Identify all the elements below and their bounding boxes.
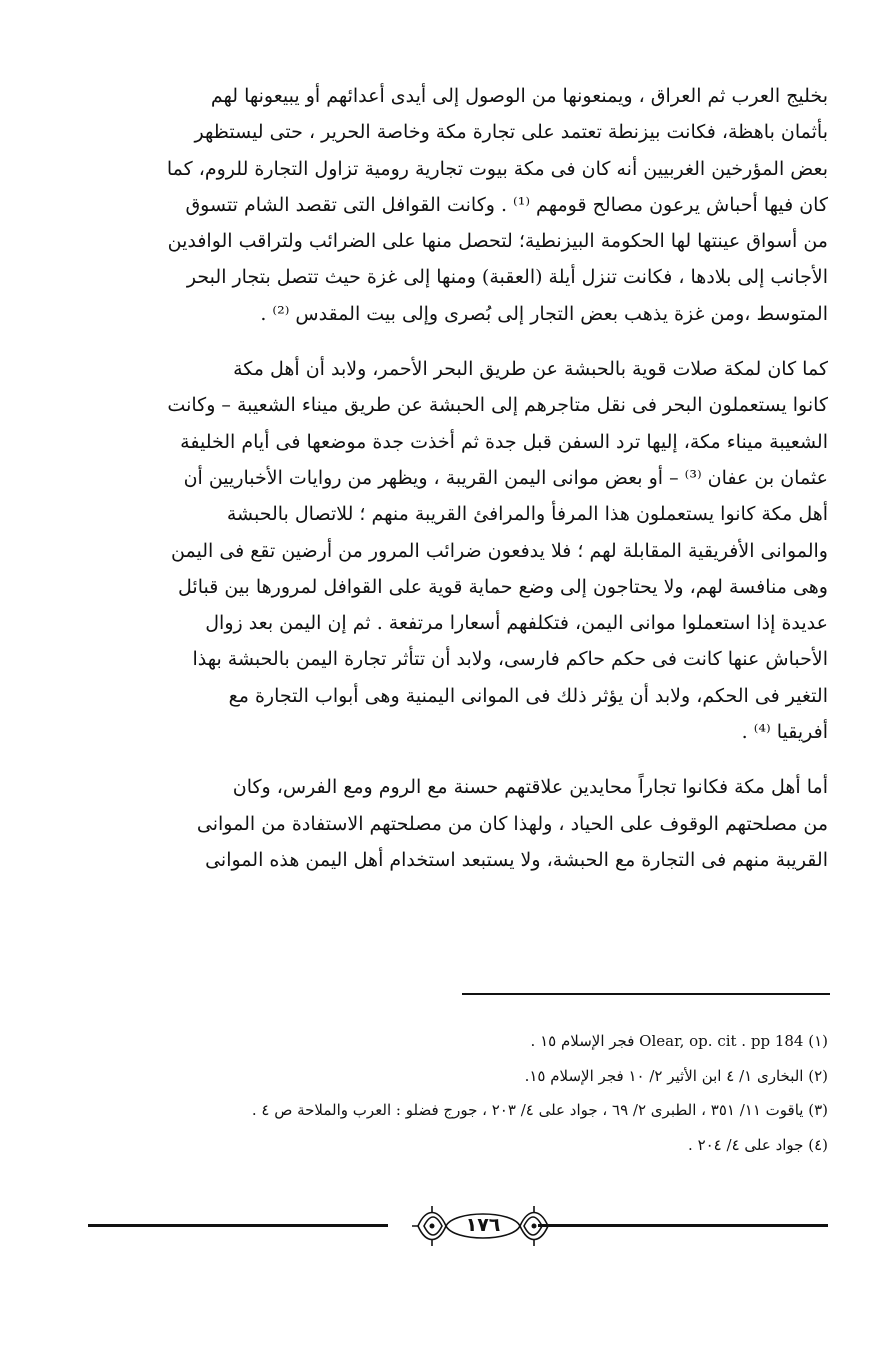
footnote-4: (٤) جواد على ٤/ ٢٠٤ . xyxy=(688,1135,828,1154)
text-line: أهل مكة كانوا يستعملون هذا المرفأ والمرافئ القريبة منهم ؛ للاتصال بالحبشة xyxy=(226,503,828,526)
text-line: عديدة إذا استعملوا موانى اليمن، فتكلفهم أسعارا مرتفعة . ثم إن اليمن بعد زوال xyxy=(205,612,828,635)
paragraph-2 xyxy=(58,351,828,750)
text-line: بخليج العرب ثم العراق ، ويمنعونها من الوصول إلى أيدى أعدائهم أو يبيعونها لهم xyxy=(210,85,828,107)
text-line: كان فيها أحباش يرعون مصالح قومهم ⁽¹⁾ . وكانت القوافل التى تقصد الشام تتسوق xyxy=(185,193,828,216)
text-line: من أسواق عينتها لها الحكومة البيزنطية؛ لتحصل منها على الضرائب ولتراقب الوافدين xyxy=(167,230,828,253)
text-line: أما أهل مكة فكانوا تجاراً محايدين علاقتهم حسنة مع الروم ومع الفرس، وكان xyxy=(232,776,828,799)
footnotes xyxy=(58,1024,828,1162)
main-text xyxy=(58,78,828,897)
paragraph-1 xyxy=(58,78,828,332)
text-line: التغير فى الحكم، ولابد أن يؤثر ذلك فى الموانى اليمنية وهى أبواب التجارة مع xyxy=(228,684,828,707)
text-line: القريبة منهم فى التجارة مع الحبشة، ولا يستبعد استخدام أهل اليمن هذه الموانى xyxy=(205,848,828,871)
text-line: الأجانب إلى بلادها ، فكانت تنزل أيلة (العقبة) ومنها إلى غزة حيث تتصل بتجار البحر xyxy=(186,266,828,289)
page-number: ١٧٦ xyxy=(465,1214,501,1236)
paragraph-3 xyxy=(58,769,828,878)
text-line: وهى منافسة لهم، ولا يحتاجون إلى وضع حماية قوية على القوافل لمرورها بين قبائل xyxy=(178,575,828,598)
footnote-3: (٣) ياقوت ١١/ ٣٥١ ، الطبرى ٢/ ٦٩ ، جواد على ٤/ ٢٠٣ ، جورج فضلو : العرب والملاحة ص ٤ . xyxy=(251,1101,828,1119)
text-line: أفريقيا ⁽⁴⁾ . xyxy=(741,721,828,744)
text-line: الأحباش عنها كانت فى حكم حاكم فارسى، ولابد أن تتأثر تجارة اليمن بالحبشة بهذا xyxy=(192,648,828,671)
footnote-divider xyxy=(462,993,830,995)
text-line: بعض المؤرخين الغربيين أنه كان فى مكة بيوت تجارية رومية تزاول التجارة للروم، كما xyxy=(166,157,828,180)
text-line: عثمان بن عفان ⁽³⁾ – أو بعض موانى اليمن القريبة ، ويظهر من روايات الأخباريين أن xyxy=(183,466,828,489)
text-line: والموانى الأفريقية المقابلة لهم ؛ فلا يدفعون ضرائب المرور من أرضين تقع فى اليمن xyxy=(171,539,828,562)
text-line: الشعيبة ميناء مكة، إليها ترد السفن قبل جدة ثم أخذت جدة موضعها فى أيام الخليفة xyxy=(180,430,828,453)
text-line: بأثمان باهظة، فكانت بيزنطة تعتمد على تجارة مكة وخاصة الحرير ، حتى ليستظهر xyxy=(194,121,828,144)
footnote-2: (٢) البخارى ١/ ٤ ابن الأثير ٢/ ١٠ فجر الإسلام ١٥. xyxy=(524,1066,828,1085)
footer-rule-left xyxy=(88,1224,388,1227)
text-line: من مصلحتهم الوقوف على الحياد ، ولهذا كان من مصلحتهم الاستفادة من الموانى xyxy=(196,812,828,835)
text-line: المتوسط ،ومن غزة يذهب بعض التجار إلى بُصرى وإلى بيت المقدس ⁽²⁾ . xyxy=(260,302,828,325)
footnote-1: (١) Olear, op. cit . pp 184 فجر الإسلام ١٥ . xyxy=(530,1032,828,1050)
text-line: كانوا يستعملون البحر فى نقل متاجرهم إلى الحبشة عن طريق ميناء الشعيبة – وكانت xyxy=(167,394,828,417)
page-footer-ornament xyxy=(58,1200,828,1252)
text-line: كما كان لمكة صلات قوية بالحبشة عن طريق البحر الأحمر، ولابد أن أهل مكة xyxy=(233,358,828,381)
footer-rule-right xyxy=(538,1224,828,1227)
